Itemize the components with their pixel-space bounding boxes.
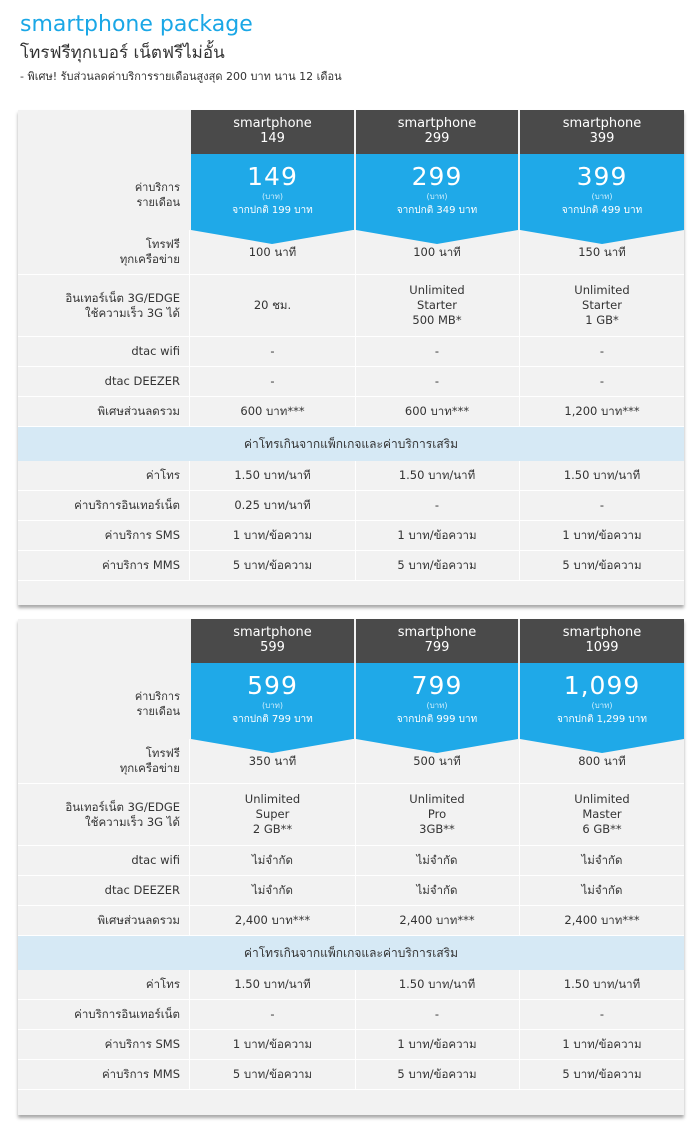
plan-code: 149	[260, 131, 285, 146]
plan-code: 1099	[585, 640, 619, 655]
original-price: จากปกติ 999 บาท	[396, 714, 478, 725]
column-divider	[189, 739, 190, 783]
column-divider	[189, 275, 190, 336]
baht-unit: (บาท)	[426, 192, 448, 201]
table-cell: Unlimited Starter 500 MB*	[409, 283, 465, 327]
table-cell: 600 บาท***	[404, 404, 470, 418]
extra-charges-header: ค่าโทรเกินจากแพ็กเกจและค่าบริการเสริม	[18, 427, 684, 461]
plan-name-header	[356, 110, 518, 154]
table-cell: -	[434, 1007, 440, 1021]
table-cell: Unlimited Super 2 GB**	[244, 792, 301, 836]
column-divider	[189, 1030, 190, 1059]
table-cell: 1 บาท/ข้อความ	[232, 1037, 313, 1051]
plan-price-box	[191, 663, 354, 739]
table-cell: ไม่จำกัด	[252, 853, 293, 867]
monthly-fee-label: ค่าบริการ รายเดือน	[134, 690, 180, 718]
table-row-internet-fee	[18, 1000, 684, 1030]
row-label: dtac wifi	[131, 344, 180, 358]
table-row-internet-fee	[18, 491, 684, 521]
table-row-mms	[18, 551, 684, 581]
column-divider	[189, 876, 190, 905]
table-cell: -	[599, 498, 605, 512]
table-cell: 2,400 บาท***	[234, 913, 311, 927]
table-cell: -	[599, 344, 605, 358]
plan-name-header	[520, 619, 684, 663]
table-cell: 1.50 บาท/นาที	[398, 468, 476, 482]
table-cell: Unlimited Master 6 GB**	[574, 792, 630, 836]
table-cell: 1 บาท/ข้อความ	[562, 1037, 642, 1051]
table-cell: ไม่จำกัด	[416, 883, 458, 897]
table-cell: 1.50 บาท/นาที	[563, 468, 641, 482]
plan-table-2	[18, 619, 684, 1115]
table-row-mms	[18, 1060, 684, 1090]
row-label: อินเทอร์เน็ต 3G/EDGE ใช้ความเร็ว 3G ได้	[65, 290, 180, 320]
table-cell: 1 บาท/ข้อความ	[232, 528, 313, 542]
table-cell: -	[434, 344, 440, 358]
table-cell: 5 บาท/ข้อความ	[397, 1067, 477, 1081]
column-divider	[189, 970, 190, 999]
plan-price-box	[191, 154, 354, 230]
row-label: โทรฟรี ทุกเครือข่าย	[119, 746, 180, 775]
column-divider	[189, 551, 190, 580]
table-cell: 150 นาที	[578, 244, 626, 259]
plan-name: smartphone	[233, 116, 312, 131]
table-cell: 1,200 บาท***	[564, 404, 640, 418]
table-cell: -	[599, 1007, 605, 1021]
table-cell: ไม่จำกัด	[581, 883, 623, 897]
table-cell: -	[270, 374, 275, 388]
table-cell: 100 นาที	[413, 244, 461, 259]
page-subtitle: โทรฟรีทุกเบอร์ เน็ตฟรีไม่อั้น	[20, 43, 225, 63]
column-divider	[189, 1000, 190, 1029]
page-header	[20, 10, 342, 86]
table-cell: 350 นาที	[248, 753, 297, 768]
table-cell: 800 นาที	[578, 753, 626, 768]
table-row-free-call	[18, 230, 684, 275]
table-cell: 2,400 บาท***	[564, 913, 640, 927]
table-cell: 500 นาที	[413, 753, 461, 768]
table-cell: 1.50 บาท/นาที	[398, 977, 476, 991]
row-label: พิเศษส่วนลดรวม	[97, 404, 180, 418]
column-divider	[189, 397, 190, 426]
row-label: โทรฟรี ทุกเครือข่าย	[119, 237, 180, 266]
plan-price: 299	[411, 162, 463, 191]
table-cell: Unlimited Starter 1 GB*	[574, 283, 630, 327]
plan-price-box	[356, 663, 518, 739]
row-label: dtac wifi	[131, 853, 180, 867]
plan-price-box	[356, 154, 518, 230]
plan-price-box	[520, 663, 684, 739]
baht-unit: (บาท)	[261, 701, 284, 710]
table-cell: 5 บาท/ข้อความ	[562, 1067, 642, 1081]
plan-name: smartphone	[562, 116, 642, 131]
table-cell: ไม่จำกัด	[252, 883, 293, 897]
plan-name-header	[191, 110, 354, 154]
plan-code: 299	[424, 131, 450, 146]
table-row-internet	[18, 784, 684, 846]
table-cell: 5 บาท/ข้อความ	[397, 558, 477, 572]
table-cell: Unlimited Pro 3GB**	[409, 792, 465, 836]
plan-name: smartphone	[233, 625, 312, 640]
table-row-sms	[18, 1030, 684, 1060]
original-price: จากปกติ 799 บาท	[232, 714, 313, 725]
table-row-internet	[18, 275, 684, 337]
plan-name-header	[356, 619, 518, 663]
table-cell: -	[599, 374, 605, 388]
column-divider	[189, 491, 190, 520]
original-price: จากปกติ 499 บาท	[561, 205, 643, 216]
table-cell: 1.50 บาท/นาที	[234, 977, 311, 991]
plan-code: 599	[260, 640, 285, 655]
table-cell: 5 บาท/ข้อความ	[232, 558, 313, 572]
page-title: smartphone package	[20, 12, 253, 37]
table-cell: 600 บาท***	[240, 404, 305, 418]
table-cell: 1 บาท/ข้อความ	[562, 528, 642, 542]
plan-price: 1,099	[563, 671, 641, 700]
extra-charges-header: ค่าโทรเกินจากแพ็กเกจและค่าบริการเสริม	[18, 936, 684, 970]
original-price: จากปกติ 1,299 บาท	[557, 714, 647, 725]
column-divider	[189, 337, 190, 366]
column-divider	[189, 1060, 190, 1089]
column-divider	[189, 784, 190, 845]
table-cell: 1 บาท/ข้อความ	[397, 1037, 477, 1051]
plan-table-1	[18, 110, 684, 605]
column-divider	[189, 521, 190, 550]
column-divider	[189, 846, 190, 875]
table-cell: -	[434, 498, 440, 512]
row-label: ค่าบริการอินเทอร์เน็ต	[74, 1007, 180, 1021]
column-divider	[189, 230, 190, 274]
table-cell: -	[434, 374, 440, 388]
row-label: ค่าบริการ MMS	[101, 1067, 180, 1081]
plan-name-header	[191, 619, 354, 663]
row-label: dtac DEEZER	[104, 374, 180, 388]
plan-price: 799	[411, 671, 463, 700]
table-row-call	[18, 970, 684, 1000]
plan-code: 799	[424, 640, 450, 655]
plan-code: 399	[589, 131, 615, 146]
table-cell: ไม่จำกัด	[581, 853, 623, 867]
table-cell: 20 ชม.	[253, 298, 292, 312]
table-cell: 2,400 บาท***	[399, 913, 475, 927]
column-divider	[189, 906, 190, 935]
row-label: ค่าบริการ SMS	[104, 528, 180, 542]
table-cell: -	[270, 1007, 275, 1021]
plan-price: 599	[247, 671, 298, 700]
monthly-fee-label: ค่าบริการ รายเดือน	[134, 181, 180, 209]
row-label: พิเศษส่วนลดรวม	[97, 913, 180, 927]
table-cell: 5 บาท/ข้อความ	[562, 558, 642, 572]
row-label: อินเทอร์เน็ต 3G/EDGE ใช้ความเร็ว 3G ได้	[65, 799, 180, 829]
original-price: จากปกติ 199 บาท	[232, 205, 313, 216]
table-row-deezer	[18, 876, 684, 906]
plan-price: 399	[576, 162, 628, 191]
table-row-call	[18, 461, 684, 491]
plan-name: smartphone	[562, 625, 642, 640]
table-row-wifi	[18, 337, 684, 367]
row-label: ค่าบริการอินเทอร์เน็ต	[74, 498, 180, 512]
table-row-deezer	[18, 367, 684, 397]
row-label: dtac DEEZER	[104, 883, 180, 897]
table-row-discount	[18, 397, 684, 427]
plan-price-box	[520, 154, 684, 230]
table-cell: -	[270, 344, 275, 358]
table-row-discount	[18, 906, 684, 936]
promo-note: - พิเศษ! รับส่วนลดค่าบริการรายเดือนสูงสุด 200 บาท นาน 12 เดือน	[20, 70, 342, 83]
baht-unit: (บาท)	[261, 192, 284, 201]
table-cell: 5 บาท/ข้อความ	[232, 1067, 313, 1081]
column-divider	[189, 367, 190, 396]
plan-name-header	[520, 110, 684, 154]
column-divider	[189, 461, 190, 490]
baht-unit: (บาท)	[426, 701, 448, 710]
table-cell: 1.50 บาท/นาที	[234, 468, 311, 482]
table-cell: 1 บาท/ข้อความ	[397, 528, 477, 542]
table-row-sms	[18, 521, 684, 551]
table-cell: ไม่จำกัด	[416, 853, 458, 867]
table-row-free-call	[18, 739, 684, 784]
row-label: ค่าโทร	[145, 977, 180, 991]
baht-unit: (บาท)	[591, 192, 613, 201]
plan-name: smartphone	[397, 116, 477, 131]
table-row-wifi	[18, 846, 684, 876]
row-label: ค่าโทร	[145, 468, 180, 482]
row-label: ค่าบริการ MMS	[101, 558, 180, 572]
table-cell: 1.50 บาท/นาที	[563, 977, 641, 991]
table-cell: 100 นาที	[248, 244, 297, 259]
table-cell: 0.25 บาท/นาที	[234, 498, 311, 512]
baht-unit: (บาท)	[591, 701, 613, 710]
plan-price: 149	[247, 162, 298, 191]
original-price: จากปกติ 349 บาท	[396, 205, 478, 216]
row-label: ค่าบริการ SMS	[104, 1037, 180, 1051]
plan-name: smartphone	[397, 625, 477, 640]
